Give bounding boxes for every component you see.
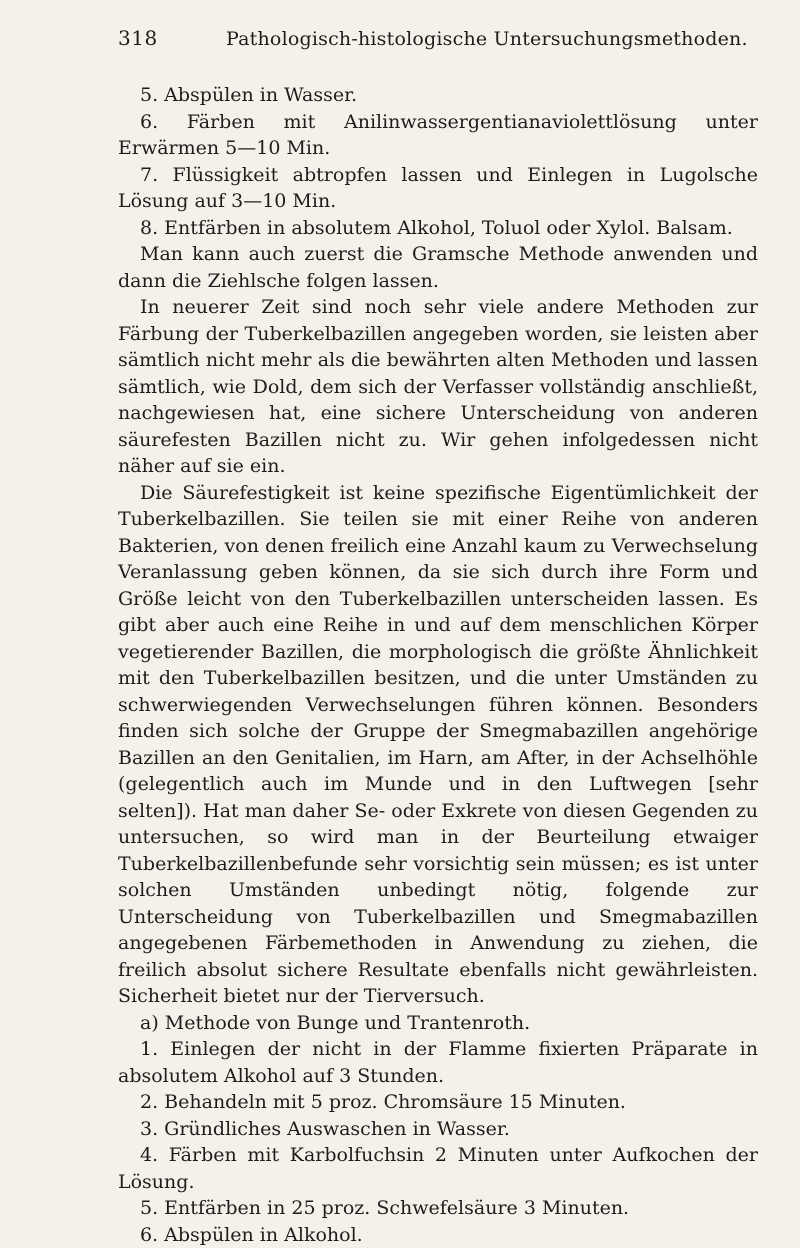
running-title: Pathologisch-histologische Untersuchungsmethoden.: [226, 28, 748, 50]
step-2-2: 2. Behandeln mit 5 proz. Chromsäure 15 Minuten.: [118, 1089, 758, 1116]
step-1-8: 8. Entfärben in absolutem Alkohol, Toluol oder Xylol. Balsam.: [118, 215, 758, 242]
step-1-6: 6. Färben mit Anilinwassergentianaviolettlösung unter Erwärmen 5—10 Min.: [118, 109, 758, 162]
step-2-6: 6. Abspülen in Alkohol.: [118, 1222, 758, 1248]
page-header: [118, 26, 760, 60]
step-2-1: 1. Einlegen der nicht in der Flamme fixierten Präparate in absolutem Alkohol auf 3 Stunden.: [118, 1036, 758, 1089]
paragraph-gram-ziehl: Man kann auch zuerst die Gramsche Methode anwenden und dann die Ziehlsche folgen lassen.: [118, 241, 758, 294]
page-body: [118, 82, 758, 1248]
page-number: 318: [118, 26, 158, 50]
paragraph-acid-fastness: Die Säurefestigkeit ist keine spezifische Eigentümlichkeit der Tuberkelbazillen. Sie teilen sie mit einer Reihe von anderen Bakterien, von denen freilich eine Anzahl kaum zu Verwechselung Veranlassung geben können, da sie sich durch ihre Form und Größe leicht von den Tuberkelbazillen unterscheiden lassen. Es gibt aber auch eine Reihe in und auf dem menschlichen Körper vegetierender Bazillen, die morphologisch die größte Ähnlichkeit mit den Tuberkelbazillen besitzen, und die unter Umständen zu schwerwiegenden Verwechselungen führen können. Besonders finden sich solche der Gruppe der Smegmabazillen angehörige Bazillen an den Genitalien, im Harn, am After, in der Achselhöhle (gelegentlich auch im Munde und in den Luftwegen [sehr selten]). Hat man daher Se- oder Exkrete von diesen Gegenden zu untersuchen, so wird man in der Beurteilung etwaiger Tuberkelbazillenbefunde sehr vorsichtig sein müssen; es ist unter solchen Umständen unbedingt nötig, folgende zur Unterscheidung von Tuberkelbazillen und Smegmabazillen angegebenen Färbemethoden in Anwendung zu ziehen, die freilich absolut sichere Resultate ebenfalls nicht gewährleisten. Sicherheit bietet nur der Tierversuch.: [118, 480, 758, 1010]
paragraph-other-methods: In neuerer Zeit sind noch sehr viele andere Methoden zur Färbung der Tuberkelbazillen angegeben worden, sie leisten aber sämtlich nicht mehr als die bewährten alten Methoden und lassen sämtlich, wie Dold, dem sich der Verfasser vollständig anschließt, nachgewiesen hat, eine sichere Unterscheidung von anderen säurefesten Bazillen nicht zu. Wir gehen infolgedessen nicht näher auf sie ein.: [118, 294, 758, 480]
step-2-5: 5. Entfärben in 25 proz. Schwefelsäure 3 Minuten.: [118, 1195, 758, 1222]
section-heading: a) Methode von Bunge und Trantenroth.: [118, 1010, 758, 1037]
step-2-4: 4. Färben mit Karbolfuchsin 2 Minuten unter Aufkochen der Lösung.: [118, 1142, 758, 1195]
step-1-7: 7. Flüssigkeit abtropfen lassen und Einlegen in Lugolsche Lösung auf 3—10 Min.: [118, 162, 758, 215]
step-1-5: 5. Abspülen in Wasser.: [118, 82, 758, 109]
step-2-3: 3. Gründliches Auswaschen in Wasser.: [118, 1116, 758, 1143]
